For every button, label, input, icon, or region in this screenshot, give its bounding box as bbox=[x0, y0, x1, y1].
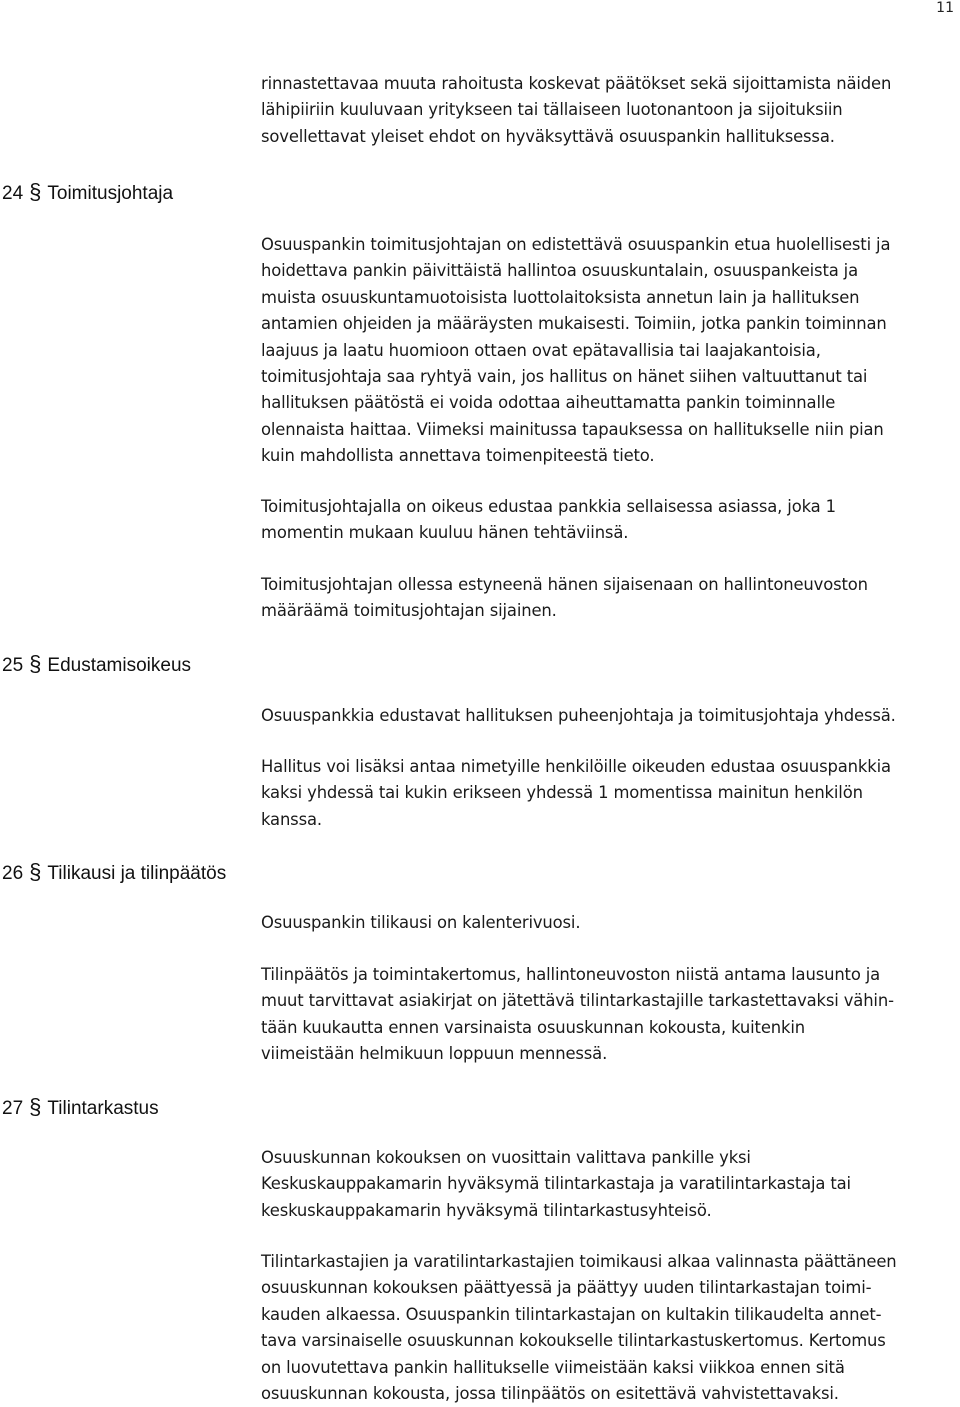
text-line: Keskuskauppakamarin hyväksymä tilintarkastaja ja varatilintarkastaja tai bbox=[261, 1174, 851, 1194]
section-title: Tilikausi ja tilinpäätös bbox=[47, 863, 227, 884]
text-line: Toimitusjohtajalla on oikeus edustaa pankkia sellaisessa asiassa, joka 1 bbox=[261, 497, 836, 516]
section-title: Toimitusjohtaja bbox=[47, 183, 174, 204]
text-line: laajuus ja laatu huomioon ottaen ovat epätavallisia tai laajakantoisia, bbox=[261, 340, 821, 360]
text-line: tään kuukautta ennen varsinaista osuuskunnan kokousta, kuitenkin bbox=[261, 1017, 805, 1037]
text-line: Toimitusjohtajan ollessa estyneenä hänen sijaisenaan on hallintoneuvoston bbox=[261, 575, 868, 594]
text-line: määräämä toimitusjohtajan sijainen. bbox=[261, 601, 557, 621]
text-line: Osuuspankin tilikausi on kalenterivuosi. bbox=[261, 913, 581, 932]
text-line: keskuskauppakamarin hyväksymä tilintarkastusyhteisö. bbox=[261, 1200, 712, 1220]
text-line: sovellettavat yleiset ehdot on hyväksyttävä osuuspankin hallituksessa. bbox=[261, 126, 835, 146]
text-line: kuin mahdollista annettava toimenpiteestä tieto. bbox=[261, 446, 655, 466]
paragraph-24-2 bbox=[261, 494, 960, 547]
page-number: 11 bbox=[936, 0, 954, 16]
section-number: 25 bbox=[2, 655, 24, 676]
text-line: hoidettava pankin päivittäistä hallintoa osuuskuntalain, osuuspankeista ja bbox=[261, 261, 858, 281]
section-number: 27 bbox=[2, 1098, 24, 1119]
section-symbol: § bbox=[29, 859, 42, 884]
text-line: tava varsinaiselle osuuskunnan kokoukselle tilintarkastuskertomus. Kertomus bbox=[261, 1331, 886, 1351]
section-title: Tilintarkastus bbox=[47, 1098, 159, 1119]
paragraph-27-1 bbox=[261, 1145, 960, 1224]
section-symbol: § bbox=[29, 179, 42, 204]
paragraph-24-1 bbox=[261, 232, 960, 470]
section-heading-27 bbox=[2, 1095, 159, 1121]
text-line: Osuuskunnan kokouksen on vuosittain valittava pankille yksi bbox=[261, 1148, 751, 1167]
paragraph-continuation bbox=[261, 71, 960, 150]
text-line: Tilinpäätös ja toimintakertomus, hallintoneuvoston niistä antama lausunto ja bbox=[261, 965, 881, 984]
paragraph-27-2 bbox=[261, 1249, 960, 1407]
section-number: 24 bbox=[2, 183, 24, 204]
section-heading-24 bbox=[2, 180, 173, 206]
text-line: muista osuuskuntamuotoisista luottolaitoksista annetun lain ja hallituksen bbox=[261, 287, 860, 307]
section-title: Edustamisoikeus bbox=[47, 655, 192, 676]
paragraph-25-1 bbox=[261, 703, 960, 729]
text-line: Tilintarkastajien ja varatilintarkastajien toimikausi alkaa valinnasta päättäneen bbox=[261, 1252, 897, 1271]
section-heading-26 bbox=[2, 860, 226, 886]
text-line: kauden alkaessa. Osuuspankin tilintarkastajan on kultakin tilikaudelta annet- bbox=[261, 1304, 882, 1324]
paragraph-26-2 bbox=[261, 962, 960, 1068]
text-line: antamien ohjeiden ja määräysten mukaisesti. Toimiin, jotka pankin toiminnan bbox=[261, 314, 887, 334]
text-line: Osuuspankkia edustavat hallituksen puheenjohtaja ja toimitusjohtaja yhdessä. bbox=[261, 706, 896, 725]
text-line: Hallitus voi lisäksi antaa nimetyille henkilöille oikeuden edustaa osuuspankkia bbox=[261, 757, 891, 776]
paragraph-25-2 bbox=[261, 754, 960, 833]
text-line: lähipiiriin kuuluvaan yritykseen tai tällaiseen luotonantoon ja sijoituksiin bbox=[261, 100, 843, 120]
text-line: osuuskunnan kokousta, jossa tilinpäätös on esitettävä vahvistettavaksi. bbox=[261, 1383, 839, 1403]
text-line: toimitusjohtaja saa ryhtyä vain, jos hallitus on hänet siihen valtuuttanut tai bbox=[261, 366, 868, 386]
text-line: on luovutettava pankin hallitukselle viimeistään kaksi viikkoa ennen sitä bbox=[261, 1357, 845, 1377]
text-line: rinnastettavaa muuta rahoitusta koskevat päätökset sekä sijoittamista näiden bbox=[261, 74, 892, 93]
section-symbol: § bbox=[29, 1094, 42, 1119]
text-line: osuuskunnan kokouksen päättyessä ja päättyy uuden tilintarkastajan toimi- bbox=[261, 1278, 872, 1298]
text-line: momentin mukaan kuuluu hänen tehtäviinsä. bbox=[261, 523, 629, 543]
text-line: viimeistään helmikuun loppuun mennessä. bbox=[261, 1044, 608, 1064]
text-line: Osuuspankin toimitusjohtajan on edistettävä osuuspankin etua huolellisesti ja bbox=[261, 235, 891, 254]
section-symbol: § bbox=[29, 651, 42, 676]
text-line: muut tarvittavat asiakirjat on jätettävä tilintarkastajille tarkastettavaksi vähin- bbox=[261, 991, 894, 1011]
section-number: 26 bbox=[2, 863, 24, 884]
text-line: kanssa. bbox=[261, 809, 322, 829]
paragraph-24-3 bbox=[261, 572, 960, 625]
text-line: hallituksen päätöstä ei voida odottaa aiheuttamatta pankin toiminnalle bbox=[261, 393, 836, 413]
text-line: olennaista haittaa. Viimeksi mainitussa tapauksessa on hallitukselle niin pian bbox=[261, 419, 884, 439]
paragraph-26-1 bbox=[261, 910, 960, 936]
text-line: kaksi yhdessä tai kukin erikseen yhdessä 1 momentissa mainitun henkilön bbox=[261, 783, 863, 803]
section-heading-25 bbox=[2, 652, 191, 678]
